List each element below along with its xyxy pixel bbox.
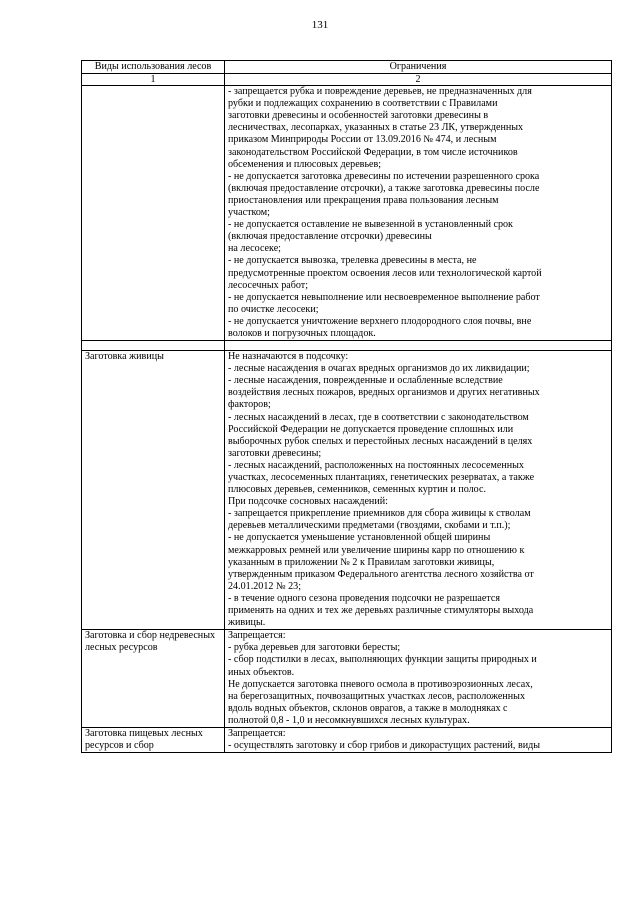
table-row-resin [82, 351, 612, 630]
restrictions-cell-resin [225, 351, 612, 630]
spacer-cell [82, 341, 225, 351]
text-line: - не допускается невыполнение или несвоевременное выполнение работ [228, 291, 540, 303]
text-line: - запрещается рубка и повреждение деревьев, не предназначенных для [228, 86, 532, 98]
text-line: воздействия лесных пожаров, вредных организмов и других негативных [228, 387, 540, 399]
text-line: - не допускается уменьшение установленной общей ширины [228, 532, 491, 544]
text-line: - лесные насаждения в очагах вредных организмов до их ликвидации; [228, 363, 530, 375]
text-line: - не допускается оставление не вывезенной в установленный срок [228, 219, 513, 231]
text-line: - не допускается заготовка древесины по истечении разрешенного срока [228, 170, 540, 182]
text-line: - осуществлять заготовку и сбор грибов и дикорастущих растений, виды [228, 740, 541, 752]
header-forest-use-types: Виды использования лесов [82, 61, 225, 74]
restrictions-cell-food [225, 727, 612, 752]
text-line: плюсовых деревьев, семенников, семенных куртин и полос. [228, 484, 486, 496]
header-restrictions: Ограничения [225, 61, 612, 74]
table-row-non-timber [82, 630, 612, 728]
table-row-continuation [82, 86, 612, 341]
text-line: приостановления или прекращения права пользования лесным [228, 194, 499, 206]
text-line: - лесных насаждений в лесах, где в соответствии с законодательством [228, 411, 529, 423]
text-line: живицы. [228, 617, 266, 629]
text-line: по очистке лесосеки; [228, 303, 319, 315]
category-cell-resin: Заготовка живицы [82, 351, 225, 630]
table-row-food [82, 727, 612, 752]
text-line: рубки и подлежащих сохранению в соответствии с Правилами [228, 98, 498, 110]
text-line: Запрещается: [228, 727, 286, 739]
text-line: Не назначаются в подсочку: [228, 351, 349, 363]
text-line: межкарровых ремней или увеличение ширины карр по отношению к [228, 544, 525, 556]
category-cell-non-timber: Заготовка и сбор недревесных лесных ресурсов [82, 630, 225, 728]
text-line: участках, лесосеменных плантациях, генетических резерватах, а также [228, 472, 535, 483]
text-line: (включая предоставление отсрочки), а также заготовка древесины после [228, 182, 540, 194]
text-line: иных объектов. [228, 666, 295, 678]
spacer-cell [225, 341, 612, 351]
text-line: заготовки древесины; [228, 447, 322, 459]
column-number-2: 2 [225, 74, 612, 86]
text-line: - сбор подстилки в лесах, выполняющих функции защиты природных и [228, 654, 537, 666]
text-line: - не допускается вывозка, трелевка древесины в места, не [228, 255, 477, 267]
text-line: заготовки древесины и особенностей заготовки древесины в [228, 110, 489, 122]
text-line: - лесные насаждения, поврежденные и ослабленные вследствие [228, 375, 503, 387]
text-line: факторов; [228, 399, 271, 411]
column-number-1: 1 [82, 74, 225, 86]
category-cell [82, 86, 225, 341]
text-line: указанным в приложении № 2 к Правилам заготовки живицы, [228, 556, 495, 568]
text-line: - рубка деревьев для заготовки бересты; [228, 642, 401, 654]
restrictions-table [81, 60, 612, 753]
text-line: на берегозащитных, почвозащитных участках лесов, расположенных [228, 690, 526, 702]
text-line: - лесных насаждений, расположенных на постоянных лесосеменных [228, 459, 524, 471]
text-line: выборочных рубок спелых и перестойных лесных насаждений в целях [228, 435, 533, 447]
text-line: приказом Минприроды России от 13.09.2016 № 474, и лесным [228, 134, 497, 146]
text-line: на лесосеке; [228, 243, 281, 255]
text-line: волоков и погрузочных площадок. [228, 327, 376, 339]
text-line: - в течение одного сезона проведения подсочки не разрешается [228, 592, 500, 604]
text-line: участком; [228, 207, 270, 219]
text-line: обсеменения и плюсовых деревьев; [228, 158, 382, 170]
text-line: - не допускается уничтожение верхнего плодородного слоя почвы, вне [228, 315, 532, 327]
restrictions-cell [225, 86, 612, 341]
text-line: 24.01.2012 № 23; [228, 580, 301, 592]
text-line: законодательством Российской Федерации, в том числе источников [228, 146, 518, 158]
text-line: Российской Федерации не допускается проведение сплошных или [228, 423, 514, 435]
table-header-row [82, 61, 612, 74]
text-line: лесосечных работ; [228, 279, 309, 291]
text-line: применять на одних и тех же деревьях различные стимуляторы выхода [228, 605, 534, 617]
table-row-spacer [82, 341, 612, 351]
restrictions-cell-non-timber [225, 630, 612, 728]
text-line: - запрещается прикрепление приемников для сбора живицы к стволам [228, 508, 531, 520]
text-line: предусмотренные проектом освоения лесов или технологической картой [228, 267, 542, 279]
text-line: полнотой 0,8 - 1,0 и несомкнувшихся лесных культурах. [228, 714, 470, 726]
column-number-row [82, 74, 612, 86]
text-line: вдоль водных объектов, склонов оврагов, а также в молодняках с [228, 702, 508, 714]
text-line: При подсочке сосновых насаждений: [228, 496, 388, 508]
text-line: утвержденным приказом Федерального агентства лесного хозяйства от [228, 568, 534, 580]
page-number: 131 [311, 19, 329, 31]
text-line: деревьев металлическими предметами (гвоздями, скобами и т.п.); [228, 520, 511, 532]
text-line: Запрещается: [228, 630, 286, 642]
text-line: (включая предоставление отсрочки) древесины [228, 231, 432, 243]
text-line: Не допускается заготовка пневого осмола в противоэрозионных лесах, [228, 678, 533, 690]
category-cell-food: Заготовка пищевых лесных ресурсов и сбор [82, 727, 225, 752]
text-line: лесничествах, лесопарках, указанных в статье 23 ЛК, утвержденных [228, 122, 524, 134]
